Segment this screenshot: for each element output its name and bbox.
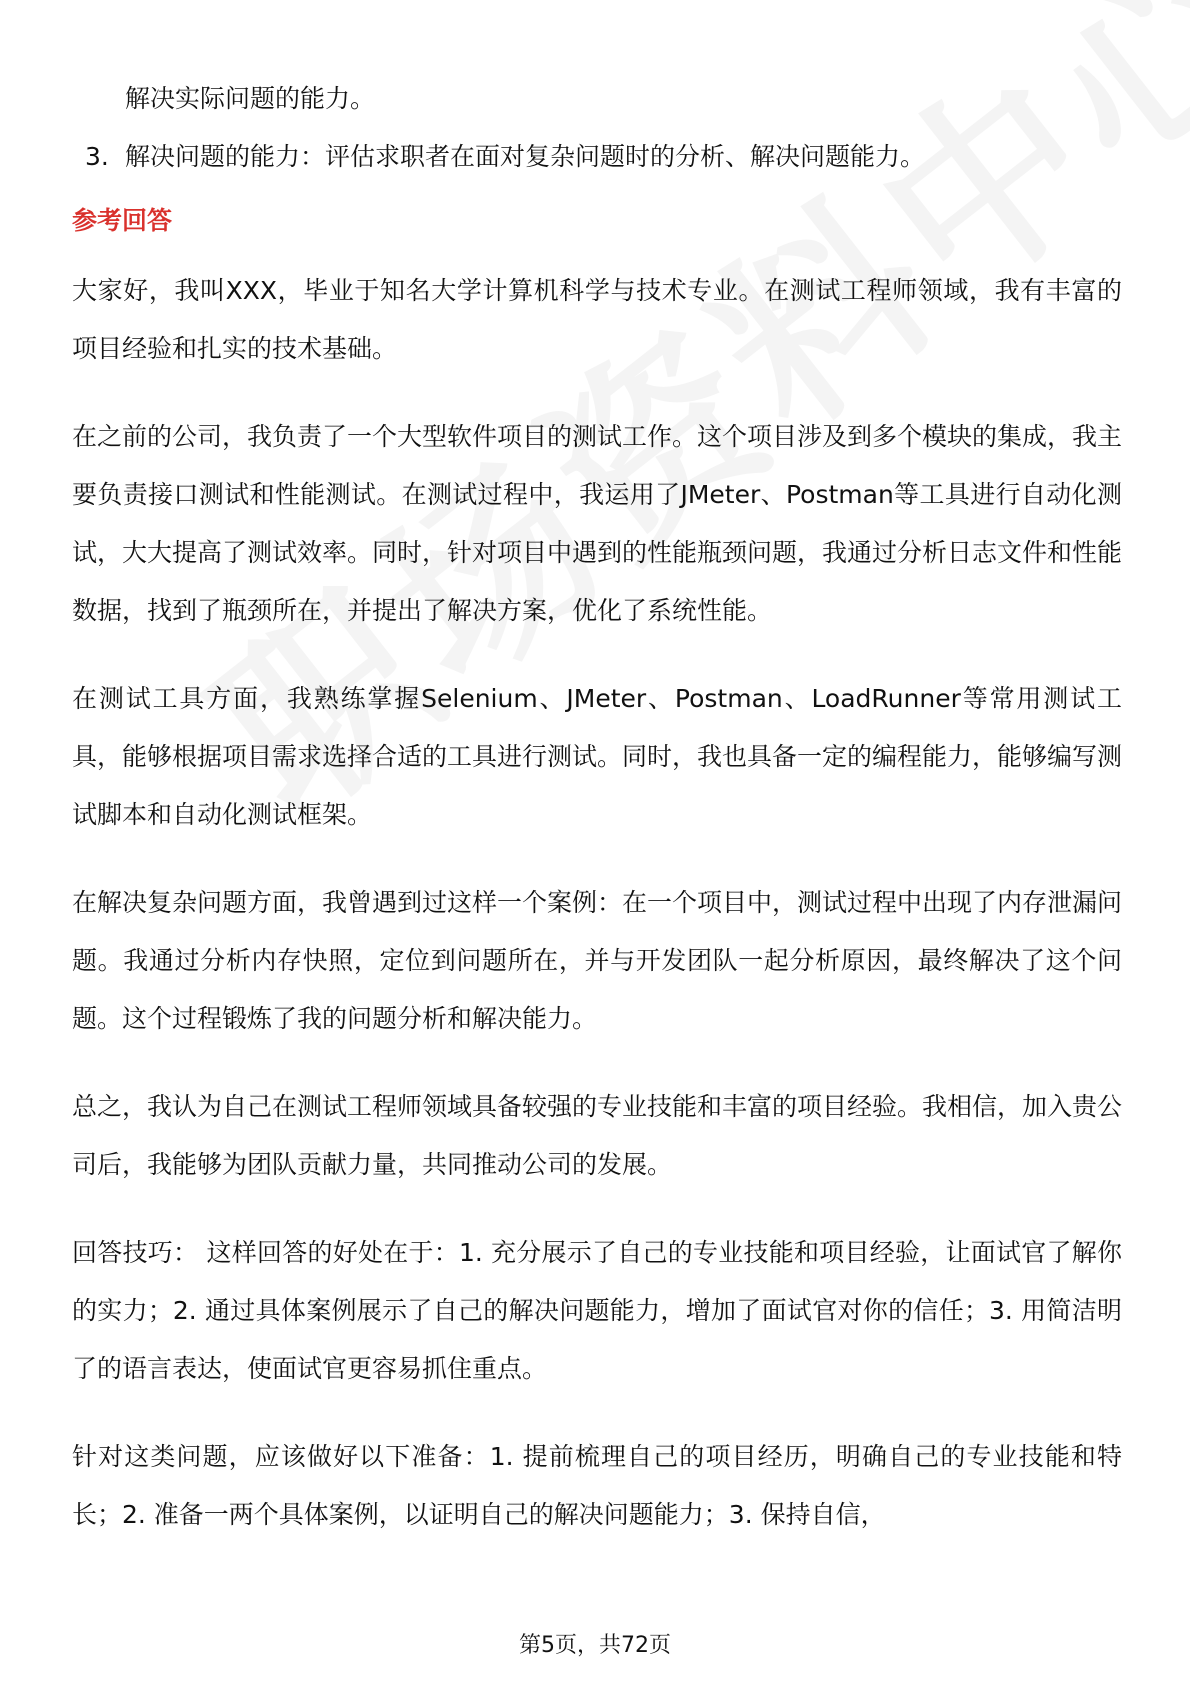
paragraph-preparation: 针对这类问题，应该做好以下准备：1. 提前梳理自己的项目经历，明确自己的专业技能和特长；2. 准备一两个具体案例，以证明自己的解决问题能力；3. 保持自信， [72,1442,1122,1529]
page-content [72,70,1122,1574]
paragraph-test-tools: 在测试工具方面，我熟练掌握Selenium、JMeter、Postman、LoadRunner等常用测试工具，能够根据项目需求选择合适的工具进行测试。同时，我也具备一定的编程能力，能够编写测试脚本和自动化测试框架。 [72,684,1123,829]
paragraph-answer-tips: 回答技巧： 这样回答的好处在于：1. 充分展示了自己的专业技能和项目经验，让面试官了解你的实力；2. 通过具体案例展示了自己的解决问题能力，增加了面试官对你的信任；3. 用简洁明了的语言表达，使面试官更容易抓住重点。 [72,1238,1122,1383]
list-item-text: 解决问题的能力：评估求职者在面对复杂问题时的分析、解决问题能力。 [125,142,926,171]
paragraph-project-experience: 在之前的公司，我负责了一个大型软件项目的测试工作。这个项目涉及到多个模块的集成，我主要负责接口测试和性能测试。在测试过程中，我运用了JMeter、Postman等工具进行自动化测试，大大提高了测试效率。同时，针对项目中遇到的性能瓶颈问题，我通过分析日志文件和性能数据，找到了瓶颈所在，并提出了解决方案，优化了系统性能。 [72,422,1123,625]
list-item-3 [72,128,1122,186]
paragraph-conclusion: 总之，我认为自己在测试工程师领域具备较强的专业技能和丰富的项目经验。我相信，加入贵公司后，我能够为团队贡献力量，共同推动公司的发展。 [72,1092,1123,1179]
paragraph-intro: 大家好，我叫XXX，毕业于知名大学计算机科学与技术专业。在测试工程师领域，我有丰富的项目经验和扎实的技术基础。 [72,276,1122,363]
section-heading: 参考回答 [72,206,173,235]
paragraph-problem-solving: 在解决复杂问题方面，我曾遇到过这样一个案例：在一个项目中，测试过程中出现了内存泄漏问题。我通过分析内存快照，定位到问题所在，并与开发团队一起分析原因，最终解决了这个问题。这个过程锻炼了我的问题分析和解决能力。 [72,888,1123,1033]
page-footer: 第5页，共72页 [519,1633,671,1658]
list-continuation-line: 解决实际问题的能力。 [125,84,376,113]
list-item-number: 3. [85,142,109,171]
